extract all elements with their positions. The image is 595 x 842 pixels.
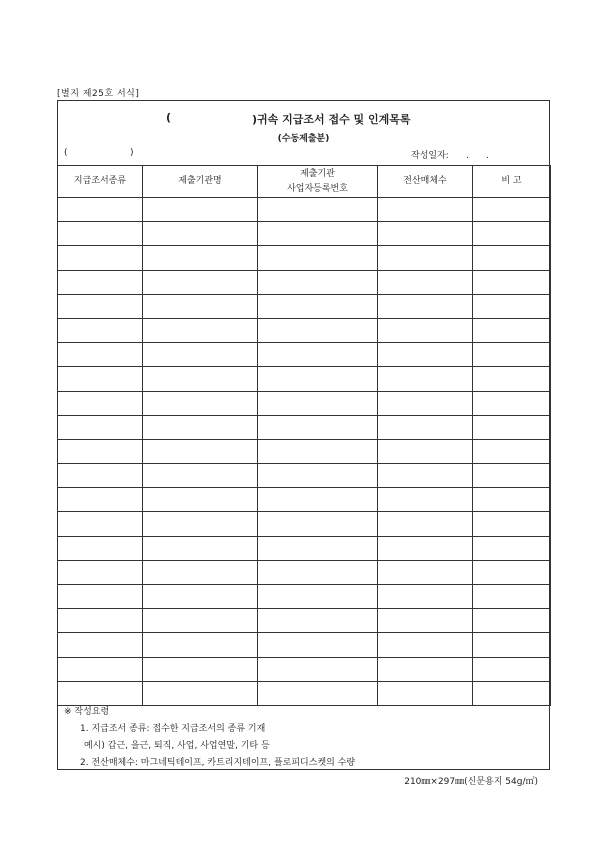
table-cell[interactable]	[143, 488, 258, 512]
table-row	[58, 560, 551, 584]
table-cell[interactable]	[378, 343, 473, 367]
table-cell[interactable]	[473, 681, 551, 705]
table-cell[interactable]	[258, 391, 378, 415]
table-cell[interactable]	[143, 681, 258, 705]
table-cell[interactable]	[378, 560, 473, 584]
table-row	[58, 415, 551, 439]
table-cell[interactable]	[258, 270, 378, 294]
table-cell[interactable]	[143, 367, 258, 391]
table-row	[58, 318, 551, 342]
table-cell[interactable]	[473, 488, 551, 512]
table-cell[interactable]	[473, 609, 551, 633]
table-cell[interactable]	[378, 681, 473, 705]
table-cell[interactable]	[473, 464, 551, 488]
table-cell[interactable]	[258, 198, 378, 222]
table-cell[interactable]	[58, 439, 143, 463]
date-label: 작성일자: . .	[411, 151, 489, 161]
table-cell[interactable]	[58, 246, 143, 270]
table-row	[58, 585, 551, 609]
table-cell[interactable]	[473, 585, 551, 609]
col-header-remarks: 비 고	[473, 166, 551, 198]
form-subtitle: (수동제출분)	[277, 134, 330, 144]
table-cell[interactable]	[143, 536, 258, 560]
table-row	[58, 536, 551, 560]
table-cell[interactable]	[258, 367, 378, 391]
form-label: [별지 제25호 서식]	[57, 89, 140, 99]
table-cell[interactable]	[143, 609, 258, 633]
table-cell[interactable]	[143, 657, 258, 681]
table-cell[interactable]	[378, 657, 473, 681]
instruction-item-2: 2. 전산매체수: 마그네틱테이프, 카트리지테이프, 플로피디스켓의 수량	[80, 758, 356, 768]
table-cell[interactable]	[378, 318, 473, 342]
table-cell[interactable]	[58, 464, 143, 488]
table-cell[interactable]	[258, 294, 378, 318]
table-cell[interactable]	[473, 294, 551, 318]
col-header-type: 지급조서종류	[58, 166, 143, 198]
table-cell[interactable]	[58, 367, 143, 391]
table-cell[interactable]	[378, 609, 473, 633]
table-cell[interactable]	[258, 585, 378, 609]
instructions	[64, 704, 355, 772]
table-cell[interactable]	[258, 318, 378, 342]
table-cell[interactable]	[473, 512, 551, 536]
table-cell[interactable]	[378, 585, 473, 609]
table-cell[interactable]	[378, 536, 473, 560]
table-row	[58, 681, 551, 705]
table-row	[58, 512, 551, 536]
table-cell[interactable]	[143, 198, 258, 222]
title-text: )귀속 지급조서 접수 및 인계목록	[252, 113, 411, 126]
table-cell[interactable]	[58, 318, 143, 342]
record-table	[57, 165, 551, 706]
table-cell[interactable]	[378, 367, 473, 391]
table-cell[interactable]	[473, 270, 551, 294]
table-cell[interactable]	[258, 512, 378, 536]
table-cell[interactable]	[258, 657, 378, 681]
table-row	[58, 464, 551, 488]
table-cell[interactable]	[258, 560, 378, 584]
col-header-regno: 제출기관 사업자등록번호	[258, 166, 378, 198]
table-cell[interactable]	[258, 536, 378, 560]
table-cell[interactable]	[378, 488, 473, 512]
table-row	[58, 294, 551, 318]
table-cell[interactable]	[143, 270, 258, 294]
table-row	[58, 439, 551, 463]
table-cell[interactable]	[378, 464, 473, 488]
table-cell[interactable]	[258, 609, 378, 633]
instructions-heading: ※ 작성요령	[64, 707, 110, 717]
table-cell[interactable]	[58, 198, 143, 222]
table-row	[58, 270, 551, 294]
table-row	[58, 609, 551, 633]
table-row	[58, 367, 551, 391]
table-cell[interactable]	[58, 294, 143, 318]
table-cell[interactable]	[473, 657, 551, 681]
table-cell[interactable]	[378, 246, 473, 270]
table-cell[interactable]	[378, 294, 473, 318]
table-row	[58, 198, 551, 222]
table-cell[interactable]	[58, 488, 143, 512]
table-cell[interactable]	[58, 633, 143, 657]
table-cell[interactable]	[58, 609, 143, 633]
table-row	[58, 391, 551, 415]
form-frame	[57, 100, 550, 770]
table-cell[interactable]	[378, 633, 473, 657]
table-cell[interactable]	[143, 294, 258, 318]
table-cell[interactable]	[258, 488, 378, 512]
table-cell[interactable]	[143, 246, 258, 270]
table-cell[interactable]	[143, 560, 258, 584]
table-cell[interactable]	[143, 633, 258, 657]
table-row	[58, 343, 551, 367]
table-cell[interactable]	[473, 536, 551, 560]
table-row	[58, 488, 551, 512]
paper-spec: 210㎜×297㎜(신문용지 54g/㎡)	[404, 777, 538, 787]
table-cell[interactable]	[258, 633, 378, 657]
instruction-item-1: 1. 지급조서 종류: 접수한 지급조서의 종류 기재	[80, 724, 266, 734]
title-paren-open: (	[166, 111, 172, 124]
col-header-media-count: 전산매체수	[378, 166, 473, 198]
table-cell[interactable]	[473, 246, 551, 270]
table-cell[interactable]	[58, 415, 143, 439]
info-left	[64, 148, 134, 158]
table-cell[interactable]	[258, 343, 378, 367]
table-row	[58, 657, 551, 681]
table-cell[interactable]	[143, 415, 258, 439]
table-cell[interactable]	[258, 681, 378, 705]
table-cell[interactable]	[378, 512, 473, 536]
table-cell[interactable]	[58, 512, 143, 536]
table-cell[interactable]	[58, 536, 143, 560]
table-row	[58, 222, 551, 246]
table-cell[interactable]	[473, 222, 551, 246]
table-cell[interactable]	[58, 391, 143, 415]
table-cell[interactable]	[258, 222, 378, 246]
table-cell[interactable]	[143, 391, 258, 415]
table-cell[interactable]	[58, 657, 143, 681]
info-left-close: )	[130, 148, 134, 158]
col-header-agency: 제출기관명	[143, 166, 258, 198]
table-cell[interactable]	[378, 439, 473, 463]
table-cell[interactable]	[258, 415, 378, 439]
table-cell[interactable]	[473, 560, 551, 584]
table-cell[interactable]	[58, 222, 143, 246]
table-cell[interactable]	[473, 367, 551, 391]
table-cell[interactable]	[378, 415, 473, 439]
table-cell[interactable]	[143, 222, 258, 246]
table-cell[interactable]	[58, 270, 143, 294]
table-cell[interactable]	[473, 343, 551, 367]
table-cell[interactable]	[473, 633, 551, 657]
table-cell[interactable]	[58, 343, 143, 367]
table-cell[interactable]	[378, 270, 473, 294]
table-cell[interactable]	[378, 391, 473, 415]
table-cell[interactable]	[143, 439, 258, 463]
table-cell[interactable]	[143, 585, 258, 609]
instruction-item-1-example: 예시) 갑근, 을근, 퇴직, 사업, 사업연말, 기타 등	[84, 741, 270, 751]
table-cell[interactable]	[58, 681, 143, 705]
table-cell[interactable]	[473, 318, 551, 342]
table-cell[interactable]	[473, 198, 551, 222]
table-cell[interactable]	[143, 512, 258, 536]
table-cell[interactable]	[378, 222, 473, 246]
table-cell[interactable]	[473, 391, 551, 415]
table-header-row	[58, 166, 551, 198]
table-cell[interactable]	[258, 246, 378, 270]
table-cell[interactable]	[258, 464, 378, 488]
table-cell[interactable]	[378, 198, 473, 222]
table-cell[interactable]	[473, 415, 551, 439]
table-cell[interactable]	[473, 439, 551, 463]
table-cell[interactable]	[143, 464, 258, 488]
table-cell[interactable]	[58, 585, 143, 609]
table-cell[interactable]	[58, 560, 143, 584]
table-row	[58, 246, 551, 270]
table-cell[interactable]	[143, 318, 258, 342]
table-row	[58, 633, 551, 657]
table-cell[interactable]	[143, 343, 258, 367]
table-cell[interactable]	[258, 439, 378, 463]
info-left-open: (	[64, 148, 68, 158]
